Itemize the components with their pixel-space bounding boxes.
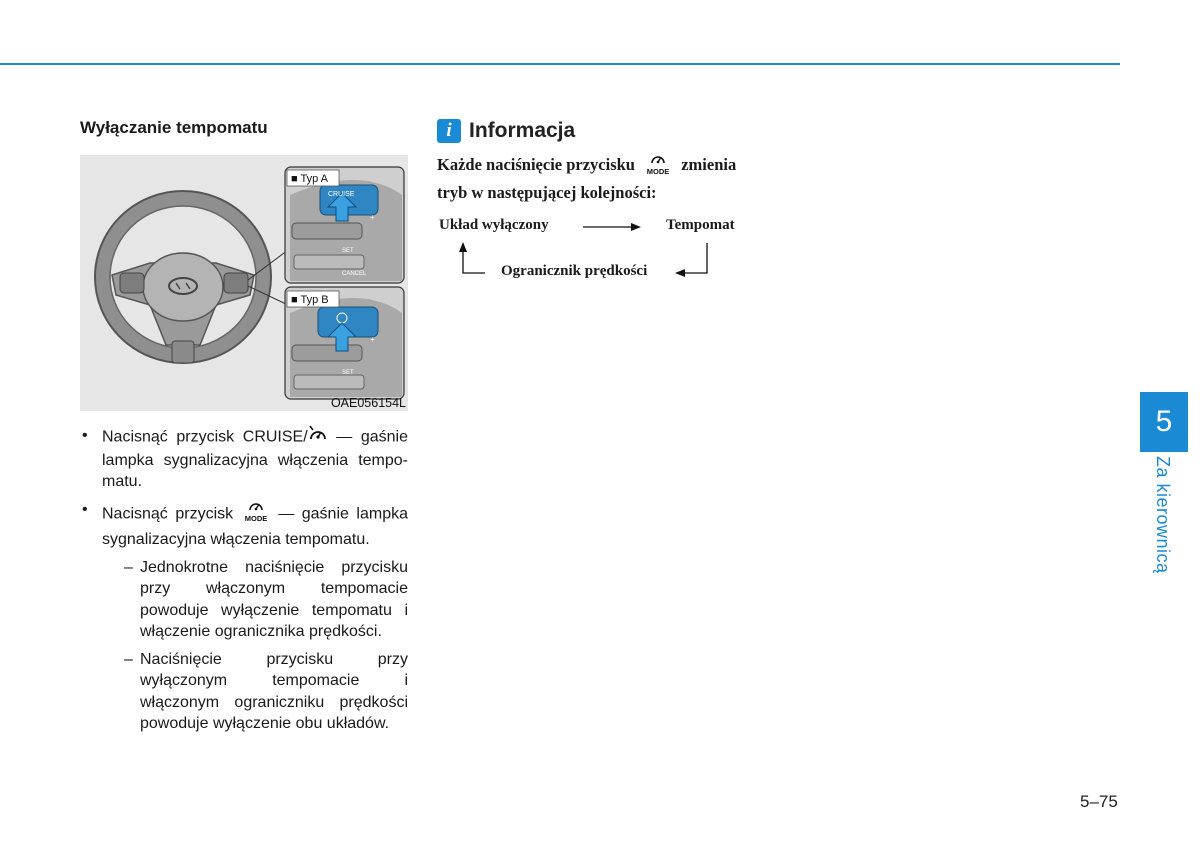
- mode-icon-text: MODE: [244, 513, 267, 523]
- sub-item-text: Jednokrotne naciśnięcie przycisku przy włączonym tempomacie powoduje wyłączenie tempomatu i włączenie ogranicznika prędkości.: [140, 558, 408, 640]
- bullet-text-before: Nacisnąć przycisk: [102, 504, 241, 522]
- info-title: Informacja: [469, 119, 576, 142]
- cruise-button-label: CRUISE: [328, 191, 355, 198]
- chapter-tab: 5: [1140, 392, 1188, 452]
- bullet-item: [80, 425, 408, 493]
- info-icon: i: [437, 119, 461, 143]
- sub-dash: –: [124, 558, 133, 576]
- mode-button-icon: [643, 152, 673, 182]
- top-rule: [0, 63, 1120, 65]
- page-number: 5–75: [1080, 792, 1118, 811]
- flow-limiter-label: Ogranicznik prędkości: [501, 263, 648, 279]
- mode-icon-text: MODE: [646, 167, 670, 176]
- section-title: Wyłączanie tempomatu: [80, 118, 268, 137]
- bullet-dot: •: [82, 427, 88, 444]
- sub-item: [102, 649, 408, 735]
- sub-item-text: Naciśnięcie przycisku przy wyłączonym tempomacie i włączonym ograniczniku prędkości powoduje wyłączenie obu układów.: [140, 650, 408, 732]
- info-header: [437, 119, 575, 143]
- info-text: [437, 152, 765, 204]
- cruise-speedometer-icon: [308, 425, 328, 450]
- svg-text:+: +: [370, 213, 375, 222]
- info-text-after: zmienia tryb w następującej kolejności:: [437, 155, 737, 202]
- flow-cruise-label: Tempomat: [666, 217, 735, 233]
- figure-code: OAE056154L: [330, 396, 406, 410]
- flow-off-label: Układ wyłączony: [439, 217, 549, 233]
- steering-wheel-figure: [80, 155, 408, 411]
- sub-item: [102, 557, 408, 643]
- bullet-item: [80, 499, 408, 735]
- bullet-text-before: Nacisnąć przycisk CRUISE/: [102, 428, 308, 446]
- bullet-dot: •: [82, 500, 88, 518]
- mode-button-icon: [241, 499, 271, 530]
- svg-text:+: +: [370, 335, 375, 344]
- info-text-before: Każde naciśnięcie przycisku: [437, 155, 635, 174]
- instruction-list: [80, 425, 408, 741]
- type-b-label: ■ Typ B: [291, 294, 329, 306]
- set-label-b: SET: [342, 370, 354, 376]
- bullet-text-after: — gaśnie lampka sygnalizacyjna włączenia tempomatu.: [102, 504, 409, 548]
- cancel-label: CANCEL: [342, 271, 367, 277]
- set-label-a: SET: [342, 248, 354, 254]
- type-a-label: ■ Typ A: [291, 173, 329, 185]
- bullet-text-after: — gaśnie lampka sygnalizacyjna włączenia tempomatu.: [102, 428, 408, 490]
- steering-wheel-illustration: [80, 155, 408, 411]
- mode-cycle-diagram: [437, 205, 767, 295]
- sub-dash: –: [124, 650, 133, 668]
- chapter-name: Za kierownicą: [1153, 456, 1173, 574]
